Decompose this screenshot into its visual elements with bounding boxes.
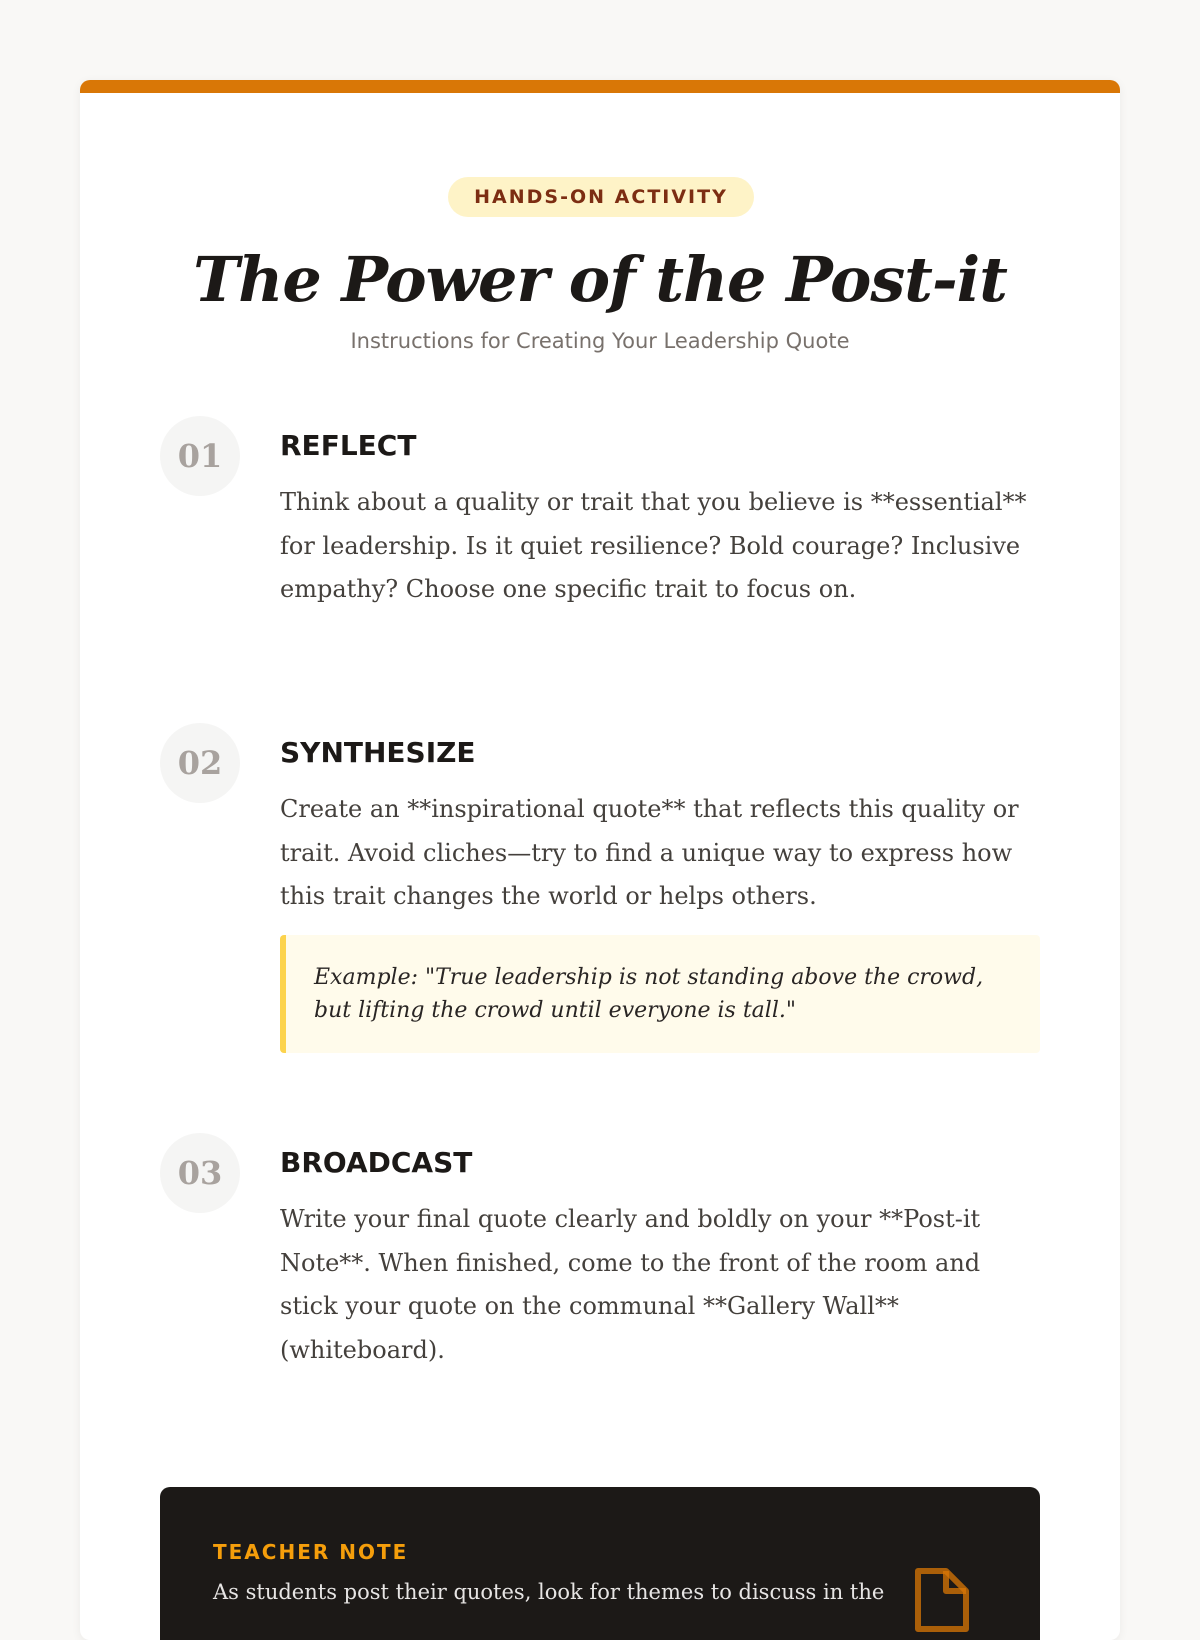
step-number: 02 (160, 723, 240, 803)
step-number: 03 (160, 1133, 240, 1213)
example-quote: Example: "True leadership is not standing above the crowd, but lifting the crowd until everyone is tall." (280, 935, 1040, 1053)
step-title: REFLECT (280, 429, 417, 462)
card-accent-bar (80, 80, 1120, 93)
page-title: The Power of the Post-it (193, 243, 1007, 316)
step-number: 01 (160, 416, 240, 496)
step-body: Write your final quote clearly and boldly on your **Post-it Note**. When finished, come to the front of the room and stick your quote on the communal **Gallery Wall** (whiteboard). (280, 1205, 981, 1364)
activity-card (80, 80, 1120, 1640)
page-subtitle: Instructions for Creating Your Leadership Quote (350, 329, 850, 353)
activity-badge: HANDS-ON ACTIVITY (448, 177, 754, 217)
step-body: Create an **inspirational quote** that reflects this quality or trait. Avoid cliches—try to find a unique way to express how this trait changes the world or helps others. (280, 795, 1019, 910)
step-body: Think about a quality or trait that you believe is **essential** for leadership. Is it quiet resilience? Bold courage? Inclusive empathy? Choose one specific trait to focus on. (280, 488, 1027, 603)
step-title: SYNTHESIZE (280, 736, 476, 769)
document-icon (912, 1565, 972, 1635)
teacher-note-text: As students post their quotes, look for themes to discuss in the (213, 1580, 885, 1604)
step-title: BROADCAST (280, 1146, 473, 1179)
teacher-note-label: TEACHER NOTE (213, 1540, 409, 1564)
teacher-note (160, 1487, 1040, 1640)
